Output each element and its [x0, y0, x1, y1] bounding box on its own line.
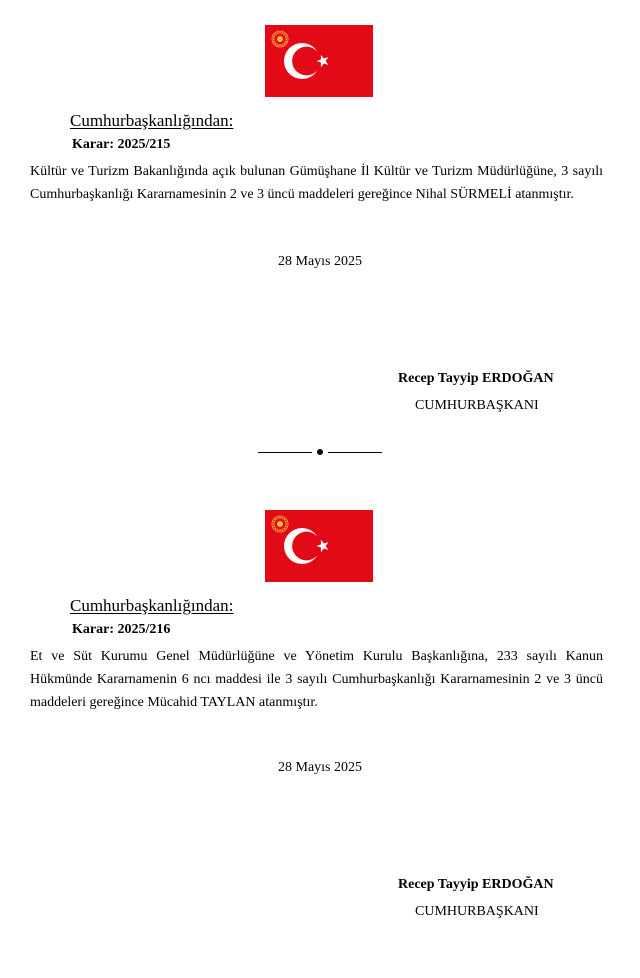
decree-1-signer-title: CUMHURBAŞKANI [415, 398, 539, 413]
decree-2-signer-title: CUMHURBAŞKANI [415, 904, 539, 919]
turkish-flag-icon [265, 25, 373, 97]
decree-1-heading: Cumhurbaşkanlığından: [70, 111, 234, 130]
turkish-flag-icon [265, 510, 373, 582]
decree-2-body: Et ve Süt Kurumu Genel Müdürlüğüne ve Yönetim Kurulu Başkanlığına, 233 sayılı Kanun Hükmünde Kararnamenin 6 ncı maddesi ile 3 sayılı Cumhurbaşkanlığı Kararnamesinin 2 ve 3 üncü maddeleri gereğince Mücahid TAYLAN atanmıştır. [30, 649, 603, 710]
decree-1-decision-number: Karar: 2025/215 [72, 137, 171, 152]
decree-2-decision-number: Karar: 2025/216 [72, 622, 171, 637]
separator-line-right [328, 452, 382, 453]
decree-2-signer: Recep Tayyip ERDOĞAN [398, 877, 554, 892]
decree-1-body: Kültür ve Turizm Bakanlığında açık bulunan Gümüşhane İl Kültür ve Turizm Müdürlüğüne, 3 sayılı Cumhurbaşkanlığı Kararnamesinin 2 ve 3 üncü maddeleri gereğince Nihal SÜRMELİ atanmıştır. [30, 164, 603, 202]
separator-line-left [258, 452, 312, 453]
decree-1-date: 28 Mayıs 2025 [278, 254, 362, 269]
decree-2-date: 28 Mayıs 2025 [278, 760, 362, 775]
section-separator [258, 447, 382, 457]
separator-dot [317, 449, 323, 455]
decree-1-signer: Recep Tayyip ERDOĞAN [398, 371, 554, 386]
decree-2-heading: Cumhurbaşkanlığından: [70, 596, 234, 615]
